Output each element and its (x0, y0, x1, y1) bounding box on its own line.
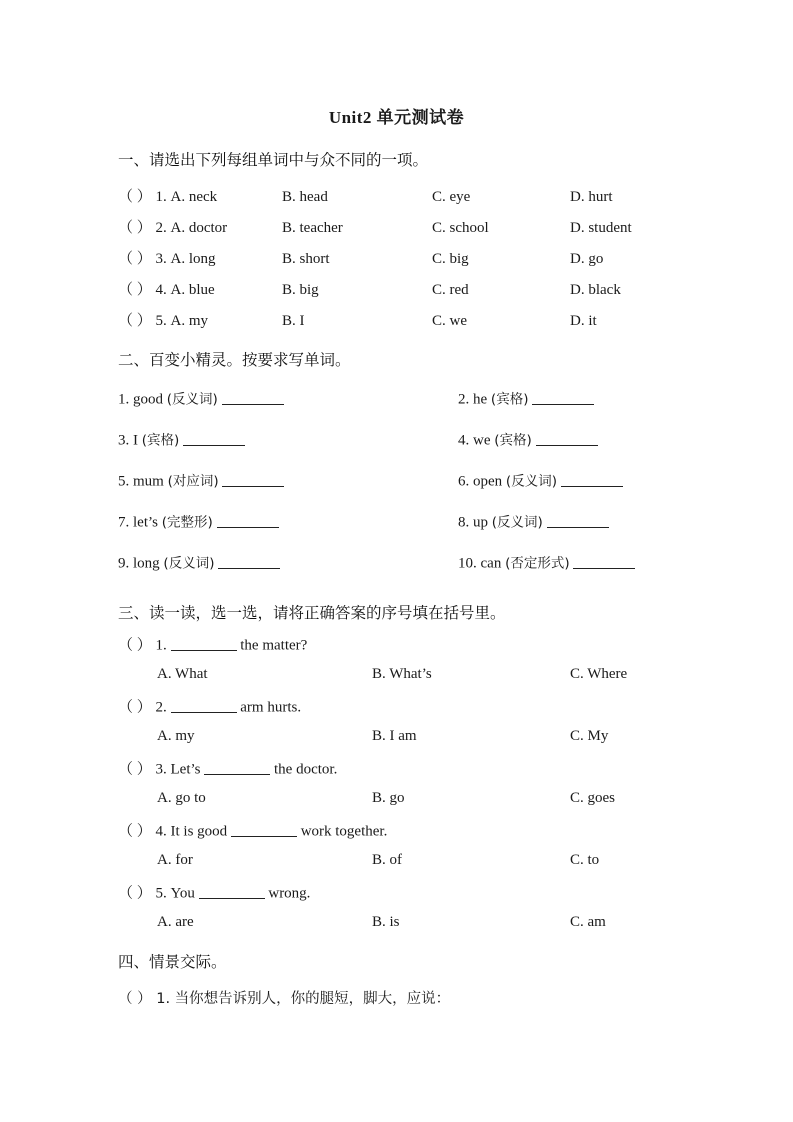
answer-blank[interactable] (171, 636, 237, 651)
s1-row-5-bracket[interactable] (118, 314, 208, 329)
answer-blank[interactable] (171, 698, 237, 713)
stem-before: You (170, 885, 195, 902)
bracket-mark: （ ） (118, 885, 152, 902)
s1-row-2-option-d[interactable]: D. student (570, 220, 632, 236)
option-a[interactable]: A. neck (170, 189, 218, 205)
s1-row-4-bracket[interactable] (118, 283, 215, 298)
item-hint: (反义词) (163, 555, 215, 572)
item-text: 当你想告诉别人，你的腿短，脚大，应说： (174, 991, 451, 1007)
item-number: 2. (155, 699, 167, 716)
bracket-mark: （ ） (118, 220, 152, 236)
s1-row-1-option-b[interactable]: B. head (282, 189, 328, 205)
item-number: 5. (155, 885, 167, 902)
answer-blank[interactable] (218, 554, 280, 569)
s3-q5-option-a[interactable]: A. are (157, 914, 194, 930)
s1-row-5-option-b[interactable]: B. I (282, 313, 305, 329)
item-word: can (480, 555, 502, 572)
bracket-mark: （ ） (118, 313, 152, 329)
s3-q1-option-b[interactable]: B. What’s (372, 666, 432, 682)
item-number: 4. (155, 823, 167, 840)
option-a[interactable]: A. doctor (170, 220, 228, 236)
s3-q2-stem[interactable] (118, 698, 301, 715)
bracket-mark: （ ） (118, 823, 152, 840)
stem-after: the matter? (240, 637, 308, 654)
s2-item-7 (118, 513, 279, 530)
answer-blank[interactable] (561, 472, 623, 487)
stem-before: Let’s (170, 761, 201, 778)
item-word: I (133, 432, 138, 449)
item-word: he (473, 391, 488, 408)
item-hint: (反义词) (491, 514, 543, 531)
item-word: long (133, 555, 160, 572)
item-number: 3. (155, 251, 167, 267)
s2-item-4 (458, 431, 598, 448)
item-number: 1. (155, 189, 167, 205)
section-1-heading: 一、请选出下列每组单词中与众不同的一项。 (118, 151, 429, 169)
s3-q1-stem[interactable] (118, 636, 307, 653)
option-a[interactable]: A. my (170, 313, 209, 329)
s1-row-1-bracket[interactable] (118, 190, 217, 205)
section-3-heading: 三、读一读，选一选，请将正确答案的序号填在括号里。 (118, 604, 506, 622)
s3-q4-option-c[interactable]: C. to (570, 852, 600, 868)
item-word: good (133, 391, 163, 408)
item-number: 1. (155, 637, 167, 654)
s3-q1-option-a[interactable]: A. What (157, 666, 208, 682)
s2-item-2 (458, 390, 594, 407)
item-number: 3. (155, 761, 167, 778)
s1-row-3-option-b[interactable]: B. short (282, 251, 330, 267)
s1-row-5-option-d[interactable]: D. it (570, 313, 597, 329)
stem-after: the doctor. (274, 761, 338, 778)
s1-row-4-option-b[interactable]: B. big (282, 282, 319, 298)
s1-row-1-option-d[interactable]: D. hurt (570, 189, 613, 205)
section-2-heading: 二、百变小精灵。按要求写单词。 (118, 351, 351, 369)
s2-item-6 (458, 472, 623, 489)
s1-row-1-option-c[interactable]: C. eye (432, 189, 471, 205)
s1-row-2-bracket[interactable] (118, 221, 227, 236)
s1-row-3-option-c[interactable]: C. big (432, 251, 469, 267)
item-word: we (473, 432, 491, 449)
bracket-mark: （ ） (118, 761, 152, 778)
s2-item-3 (118, 431, 245, 448)
option-a[interactable]: A. blue (170, 282, 215, 298)
s1-row-4-option-d[interactable]: D. black (570, 282, 621, 298)
s3-q2-option-b[interactable]: B. I am (372, 728, 417, 744)
item-number: 4. (155, 282, 167, 298)
s2-item-5 (118, 472, 284, 489)
item-hint: (反义词) (166, 391, 218, 408)
option-a[interactable]: A. long (170, 251, 216, 267)
s1-row-2-option-b[interactable]: B. teacher (282, 220, 343, 236)
s3-q5-option-c[interactable]: C. am (570, 914, 606, 930)
item-word: up (473, 514, 488, 531)
s3-q3-option-c[interactable]: C. goes (570, 790, 615, 806)
s3-q4-option-b[interactable]: B. of (372, 852, 402, 868)
item-word: mum (133, 473, 164, 490)
answer-blank[interactable] (199, 884, 265, 899)
page-title: Unit2 单元测试卷 (328, 108, 465, 127)
item-number: 1. (118, 391, 130, 408)
answer-blank[interactable] (222, 472, 284, 487)
bracket-mark: （ ） (118, 189, 152, 205)
s1-row-5-option-c[interactable]: C. we (432, 313, 467, 329)
item-number: 6. (458, 473, 470, 490)
s3-q2-option-a[interactable]: A. my (157, 728, 195, 744)
item-number: 2. (155, 220, 167, 236)
s3-q2-option-c[interactable]: C. My (570, 728, 609, 744)
s2-item-8 (458, 513, 609, 530)
stem-after: arm hurts. (240, 699, 302, 716)
answer-blank[interactable] (231, 822, 297, 837)
stem-after: wrong. (268, 885, 311, 902)
item-hint: (宾格) (494, 432, 532, 449)
bracket-mark: （ ） (118, 699, 152, 716)
s1-row-2-option-c[interactable]: C. school (432, 220, 489, 236)
answer-blank[interactable] (547, 513, 609, 528)
item-number: 4. (458, 432, 470, 449)
item-hint: (否定形式) (505, 555, 570, 572)
s3-q5-stem[interactable] (118, 884, 310, 901)
item-hint: (宾格) (490, 391, 529, 408)
bracket-mark: （ ） (118, 251, 152, 267)
s1-row-4-option-c[interactable]: C. red (432, 282, 469, 298)
answer-blank[interactable] (204, 760, 270, 775)
item-number: 5. (118, 473, 130, 490)
s3-q5-option-b[interactable]: B. is (372, 914, 400, 930)
bracket-mark: （ ） (118, 991, 152, 1007)
item-number: 7. (118, 514, 130, 531)
stem-before: It is good (170, 823, 228, 840)
item-number: 5. (155, 313, 167, 329)
s3-q4-stem[interactable] (118, 822, 387, 839)
stem-after: work together. (300, 823, 388, 840)
section-4-heading: 四、情景交际。 (118, 953, 227, 971)
item-hint: (对应词) (167, 473, 219, 490)
item-number: 10. (458, 555, 477, 572)
answer-blank[interactable] (532, 390, 594, 405)
s3-q4-option-a[interactable]: A. for (157, 852, 193, 868)
item-number: 9. (118, 555, 130, 572)
item-number: 1. (156, 991, 171, 1007)
s3-q3-stem[interactable] (118, 760, 337, 777)
item-hint: (反义词) (505, 473, 557, 490)
item-hint: (宾格) (141, 432, 180, 449)
s3-q3-option-b[interactable]: B. go (372, 790, 405, 806)
s1-row-3-bracket[interactable] (118, 252, 216, 267)
s3-q1-option-c[interactable]: C. Where (570, 666, 628, 682)
s1-row-3-option-d[interactable]: D. go (570, 251, 604, 267)
answer-blank[interactable] (183, 431, 245, 446)
bracket-mark: （ ） (118, 637, 152, 654)
item-number: 2. (458, 391, 470, 408)
s2-item-10 (458, 554, 635, 571)
s3-q3-option-a[interactable]: A. go to (157, 790, 206, 806)
s4-q1[interactable] (118, 992, 450, 1007)
s2-item-9 (118, 554, 280, 571)
item-number: 8. (458, 514, 470, 531)
item-number: 3. (118, 432, 130, 449)
answer-blank[interactable] (573, 554, 635, 569)
answer-blank[interactable] (222, 390, 284, 405)
answer-blank[interactable] (217, 513, 279, 528)
item-word: let’s (133, 514, 158, 531)
answer-blank[interactable] (536, 431, 598, 446)
item-hint: (完整形) (161, 514, 213, 531)
bracket-mark: （ ） (118, 282, 152, 298)
item-word: open (473, 473, 503, 490)
s2-item-1 (118, 390, 284, 407)
